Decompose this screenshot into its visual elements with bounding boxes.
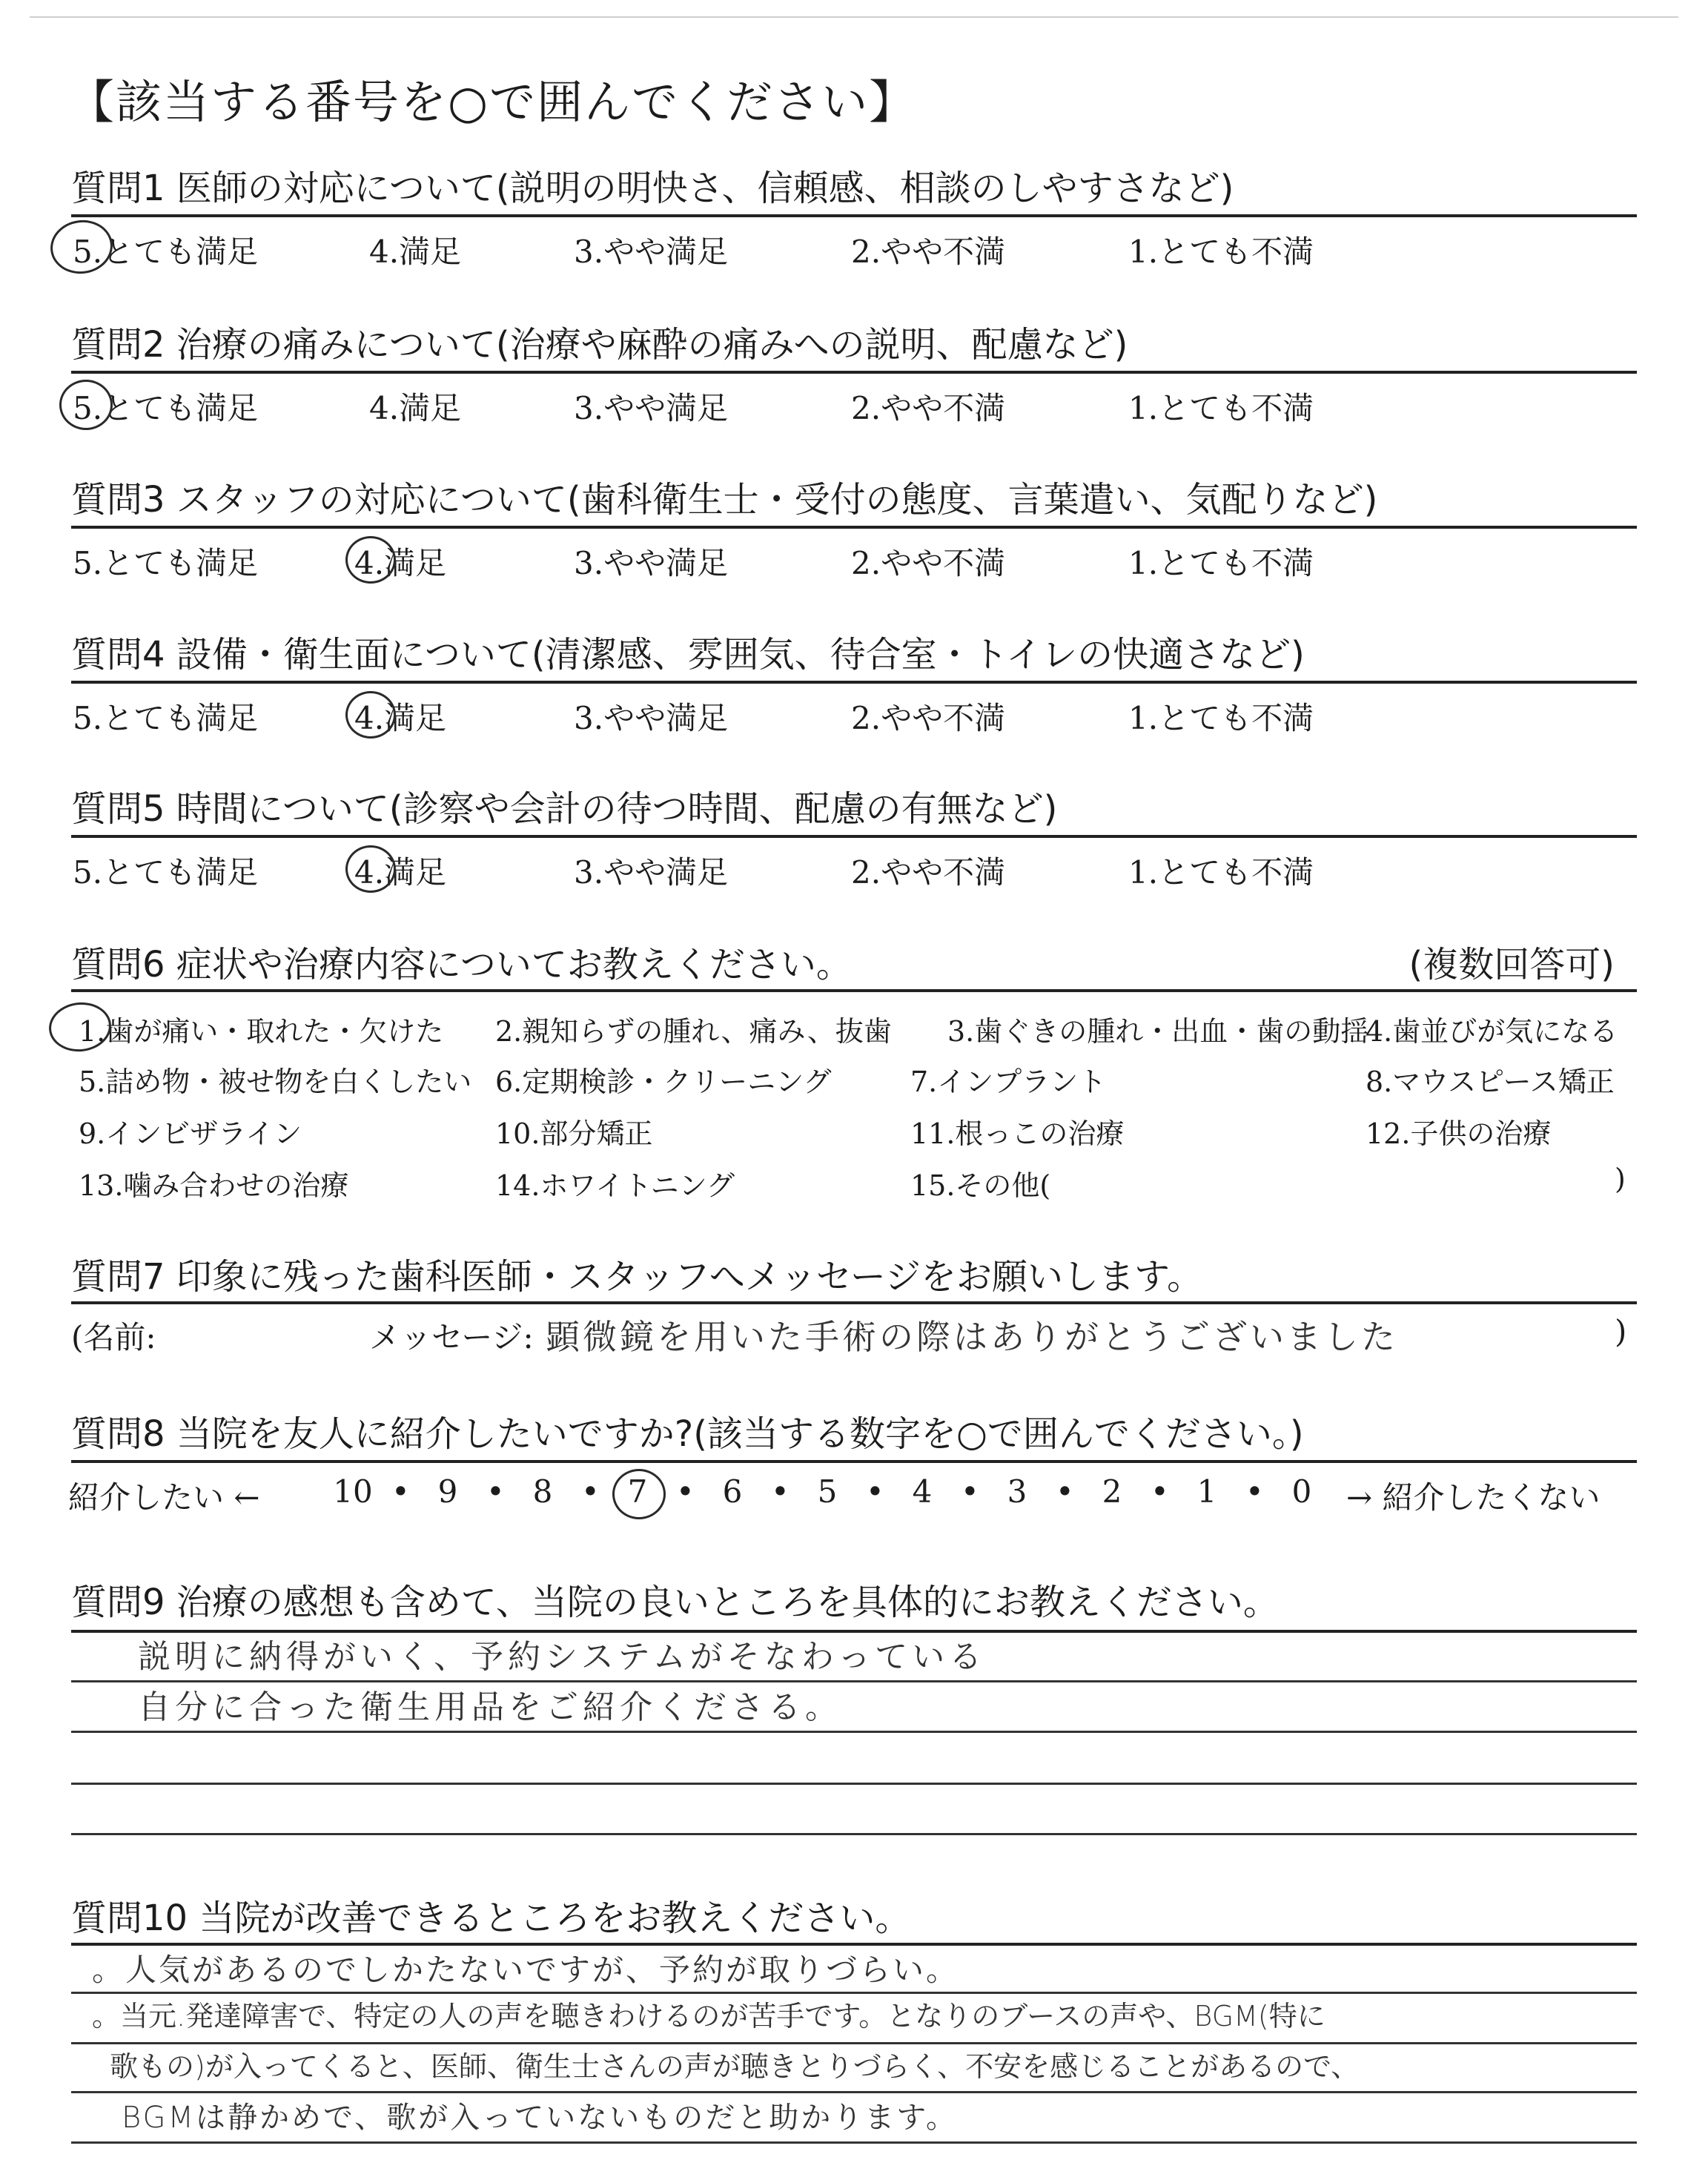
q7-close-paren: ) [1615,1313,1627,1350]
q7-message-text[interactable]: 顕微鏡を用いた手術の際はありがとうございました [546,1317,1398,1357]
q4-option-3[interactable]: 3.やや満足 [574,700,729,736]
question-5-rule [71,835,1637,838]
q6-item-15[interactable]: 15.その他( [910,1169,1051,1202]
q8-scale-0[interactable]: 0 [1291,1473,1312,1510]
question-3-title: 質問3 スタッフの対応について(歯科衛生士・受付の態度、言葉遣い、気配りなど) [71,479,1378,521]
q1-option-5[interactable]: 5.とても満足 [73,234,259,270]
q2-option-5[interactable]: 5.とても満足 [73,390,259,426]
q8-scale-separator: • [961,1473,979,1510]
q2-option-4[interactable]: 4.満足 [369,390,462,426]
question-8-title: 質問8 当院を友人に紹介したいですか?(該当する数字を○で囲んでください。) [71,1413,1304,1455]
question-7-title: 質問7 印象に残った歯科医師・スタッフへメッセージをお願いします。 [71,1256,1203,1298]
question-8-rule [71,1460,1637,1463]
top-border [30,16,1678,18]
q6-item-13[interactable]: 13.噛み合わせの治療 [79,1169,349,1202]
question-5-title: 質問5 時間について(診察や会計の待つ時間、配慮の有無など) [71,788,1058,830]
q10-writing-line [71,2141,1637,2144]
q8-scale-separator: • [1245,1473,1264,1510]
selection-circle [612,1469,666,1519]
q3-option-2[interactable]: 2.やや不満 [851,545,1006,581]
q10-writing-line [71,2091,1637,2093]
question-4-title: 質問4 設備・衛生面について(清潔感、雰囲気、待合室・トイレの快適さなど) [71,634,1305,676]
question-2-title: 質問2 治療の痛みについて(治療や麻酔の痛みへの説明、配慮など) [71,324,1128,366]
q8-scale-separator: • [866,1473,884,1510]
q6-item-15-close: ) [1615,1163,1626,1195]
question-1-title: 質問1 医師の対応について(説明の明快さ、信頼感、相談のしやすさなど) [71,168,1234,209]
q8-scale-8[interactable]: 8 [532,1473,553,1510]
q4-option-4[interactable]: 4.満足 [354,700,447,736]
question-9-title: 質問9 治療の感想も含めて、当院の良いところを具体的にお教えください。 [71,1582,1279,1623]
q8-scale-separator: • [771,1473,790,1510]
question-6-rule [71,989,1637,992]
q6-item-11[interactable]: 11.根っこの治療 [910,1117,1125,1150]
question-7-rule [71,1301,1637,1304]
q8-scale-separator: • [581,1473,600,1510]
question-10-title: 質問10 当院が改善できるところをお教えください。 [71,1898,911,1939]
instructions-heading: 【該当する番号を○で囲んでください】 [68,75,917,129]
q9-writing-line [71,1783,1637,1785]
q6-item-14[interactable]: 14.ホワイトニング [495,1169,735,1202]
q9-writing-line [71,1731,1637,1733]
q8-scale-separator: • [1056,1473,1074,1510]
q1-option-1[interactable]: 1.とても不満 [1128,234,1314,270]
q2-option-1[interactable]: 1.とても不満 [1128,390,1314,426]
q8-scale-5[interactable]: 5 [817,1473,838,1510]
q8-scale-6[interactable]: 6 [722,1473,743,1510]
question-6-title: 質問6 症状や治療内容についてお教えください。 [71,944,852,985]
q6-item-8[interactable]: 8.マウスピース矯正 [1366,1066,1615,1098]
q3-option-3[interactable]: 3.やや満足 [574,545,729,581]
q10-answer-line-1[interactable]: 。人気があるのでしかたないですが、予約が取りづらい。 [92,1952,960,1988]
q6-item-10[interactable]: 10.部分矯正 [495,1117,653,1150]
q6-item-5[interactable]: 5.詰め物・被せ物を白くしたい [79,1066,472,1098]
q10-answer-line-2[interactable]: 。当元.発達障害で、特定の人の声を聴きわけるのが苦手です。となりのブースの声や、BGM(特に [92,2000,1325,2032]
q1-option-4[interactable]: 4.満足 [369,234,462,270]
question-6-note: (複数回答可) [1409,944,1615,985]
q8-right-label: → 紹介したくない [1346,1479,1601,1516]
q8-scale-2[interactable]: 2 [1102,1473,1122,1510]
q5-option-5[interactable]: 5.とても満足 [73,854,259,891]
q8-scale-1[interactable]: 1 [1196,1473,1217,1510]
selection-circle [345,845,396,893]
q8-scale-separator: • [391,1473,410,1510]
q2-option-2[interactable]: 2.やや不満 [851,390,1006,426]
question-2-rule [71,371,1637,374]
q6-item-6[interactable]: 6.定期検診・クリーニング [495,1066,832,1098]
q8-scale-7[interactable]: 7 [627,1473,648,1510]
q10-answer-line-4[interactable]: BGMは静かめで、歌が入っていないものだと助かります。 [122,2101,958,2135]
q5-option-4[interactable]: 4.満足 [354,854,447,891]
selection-circle [59,380,113,430]
q8-scale-separator: • [486,1473,505,1510]
q6-item-2[interactable]: 2.親知らずの腫れ、痛み、抜歯 [495,1015,892,1048]
q5-option-2[interactable]: 2.やや不満 [851,854,1006,891]
q1-option-2[interactable]: 2.やや不満 [851,234,1006,270]
question-3-rule [71,526,1637,529]
q8-scale-separator: • [676,1473,695,1510]
q7-name-label: (名前: [71,1319,156,1355]
q3-option-1[interactable]: 1.とても不満 [1128,545,1314,581]
q6-item-4[interactable]: 4.歯並びが気になる [1366,1015,1618,1048]
question-4-rule [71,681,1637,684]
q6-item-12[interactable]: 12.子供の治療 [1366,1117,1552,1150]
q6-item-3[interactable]: 3.歯ぐきの腫れ・出血・歯の動揺 [947,1015,1369,1048]
q6-item-7[interactable]: 7.インプラント [910,1066,1107,1098]
q6-item-9[interactable]: 9.インビザライン [79,1117,302,1150]
q3-option-4[interactable]: 4.満足 [354,545,447,581]
q5-option-3[interactable]: 3.やや満足 [574,854,729,891]
q2-option-3[interactable]: 3.やや満足 [574,390,729,426]
q7-message-label: メッセージ: [369,1319,534,1355]
question-1-rule [71,214,1637,217]
q4-option-5[interactable]: 5.とても満足 [73,700,259,736]
q8-scale-4[interactable]: 4 [912,1473,933,1510]
q10-answer-line-3[interactable]: 歌もの)が入ってくると、医師、衛生士さんの声が聴きとりづらく、不安を感じることがあるので、 [110,2050,1360,2083]
selection-circle [345,536,396,584]
q8-scale-10[interactable]: 10 [333,1473,373,1510]
q3-option-5[interactable]: 5.とても満足 [73,545,259,581]
q5-option-1[interactable]: 1.とても不満 [1128,854,1314,891]
q6-item-1[interactable]: 1.歯が痛い・取れた・欠けた [79,1015,444,1048]
selection-circle [345,691,396,739]
q8-left-label: 紹介したい ← [68,1479,260,1516]
q8-scale-3[interactable]: 3 [1007,1473,1027,1510]
q9-writing-line [71,1833,1637,1835]
q9-answer-line-2[interactable]: 自分に合った衛生用品をご紹介くださる。 [138,1688,842,1726]
q8-scale-9[interactable]: 9 [437,1473,458,1510]
q9-answer-line-1[interactable]: 説明に納得がいく、予約システムがそなわっている [138,1638,987,1676]
q4-option-1[interactable]: 1.とても不満 [1128,700,1314,736]
q8-scale-separator: • [1151,1473,1169,1510]
q4-option-2[interactable]: 2.やや不満 [851,700,1006,736]
q1-option-3[interactable]: 3.やや満足 [574,234,729,270]
